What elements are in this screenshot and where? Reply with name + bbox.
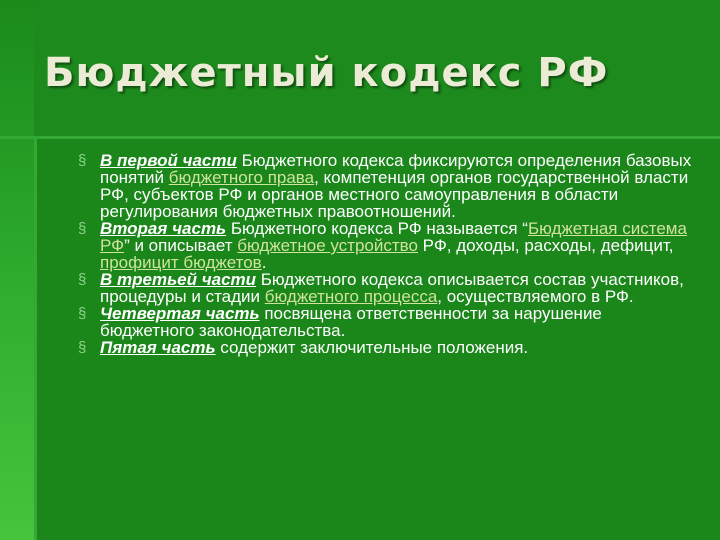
list-item bbox=[78, 339, 693, 356]
body-text: посвящена ответственности за нарушение бюджетного законодательства. bbox=[100, 304, 602, 340]
term-link[interactable]: профицит бюджетов bbox=[100, 253, 262, 272]
term-link[interactable]: бюджетное устройство bbox=[237, 236, 418, 255]
list-item bbox=[78, 271, 693, 305]
list-item bbox=[78, 152, 693, 220]
body-text: ” и описывает bbox=[124, 236, 238, 255]
body-text: Бюджетного кодекса фиксируются определения базовых понятий bbox=[100, 151, 692, 187]
part-heading: Пятая часть bbox=[100, 338, 216, 357]
term-link[interactable]: Бюджетная система РФ bbox=[100, 219, 687, 255]
part-heading: Четвертая часть bbox=[100, 304, 260, 323]
section-bullet-icon: § bbox=[78, 271, 87, 288]
term-link[interactable]: бюджетного права bbox=[168, 168, 315, 187]
part-heading: В первой части bbox=[100, 151, 237, 170]
body-text: содержит заключительные положения. bbox=[215, 338, 529, 357]
list-item bbox=[78, 305, 693, 339]
section-bullet-icon: § bbox=[78, 305, 87, 322]
body-text: РФ, доходы, расходы, дефицит, bbox=[417, 236, 674, 255]
section-bullet-icon: § bbox=[78, 152, 87, 169]
body-text: Бюджетного кодекса РФ называется “ bbox=[226, 219, 528, 238]
list-item bbox=[78, 220, 693, 271]
background-left-band bbox=[0, 0, 34, 540]
slide-title: Бюджетный кодекс РФ bbox=[44, 50, 609, 96]
body-text: , компетенция органов государственной власти РФ, субъектов РФ и органов местного самоуправления в области регулирования бюджетных правоотношений. bbox=[100, 168, 689, 221]
body-text: , осуществляемого в РФ. bbox=[437, 287, 634, 306]
body-text: . bbox=[261, 253, 267, 272]
body-text: Бюджетного кодекса описывается состав участников, процедуры и стадии bbox=[100, 270, 684, 306]
section-bullet-icon: § bbox=[78, 339, 87, 356]
part-heading: Вторая часть bbox=[100, 219, 227, 238]
term-link[interactable]: бюджетного процесса bbox=[264, 287, 438, 306]
section-bullet-icon: § bbox=[78, 220, 87, 237]
part-heading: В третьей части bbox=[100, 270, 257, 289]
bullet-list bbox=[78, 152, 693, 356]
